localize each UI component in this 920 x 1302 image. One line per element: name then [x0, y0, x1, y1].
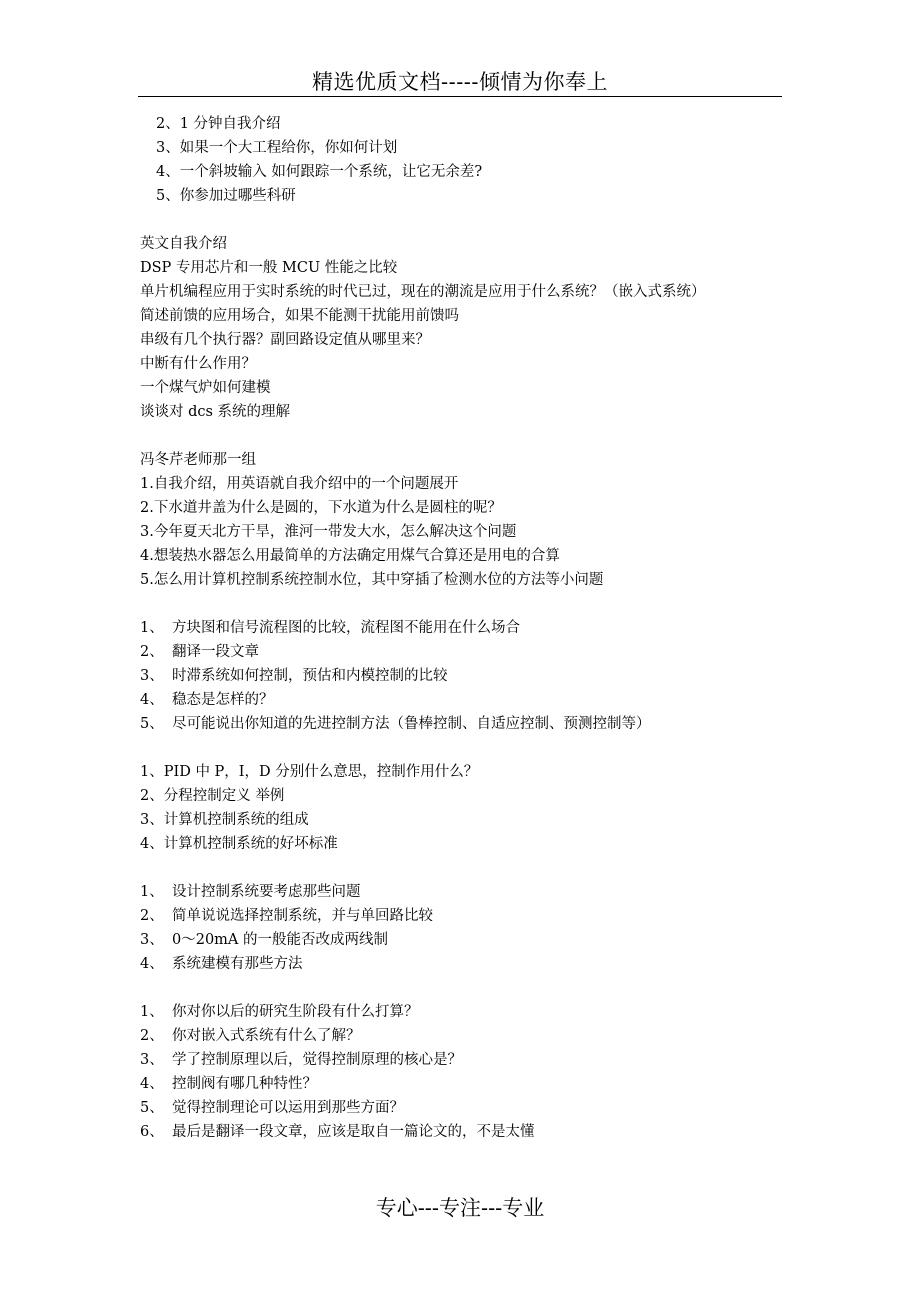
question-list-5	[140, 760, 790, 856]
question-line: 英文自我介绍	[140, 236, 227, 252]
question-line: 2.下水道井盖为什么是圆的，下水道为什么是圆柱的呢？	[140, 500, 502, 516]
item-text: 简单说说选择控制系统，并与单回路比较	[172, 908, 433, 924]
question-line: 4.想装热水器怎么用最简单的方法确定用煤气合算还是用电的合算	[140, 548, 560, 564]
item-text: 0～20mA 的一般能否改成两线制	[172, 932, 389, 948]
item-number: 1、	[140, 1004, 164, 1020]
question-line: 一个煤气炉如何建模	[140, 380, 271, 396]
question-line: 4、一个斜坡输入 如何跟踪一个系统，让它无余差?	[156, 164, 483, 180]
question-line: 谈谈对 dcs 系统的理解	[140, 404, 291, 420]
question-line: 3、计算机控制系统的组成	[140, 812, 309, 828]
item-text: 觉得控制理论可以运用到那些方面？	[172, 1100, 404, 1116]
question-line	[140, 880, 790, 904]
page-footer-text: 专心---专注---专业	[375, 1196, 545, 1220]
item-text: 系统建模有那些方法	[172, 956, 303, 972]
question-line: 单片机编程应用于实时系统的时代已过，现在的潮流是应用于什么系统？（嵌入式系统）	[140, 284, 706, 300]
question-list-6	[140, 880, 790, 976]
item-text: 学了控制原理以后，觉得控制原理的核心是？	[172, 1052, 462, 1068]
question-line: 4、计算机控制系统的好坏标准	[140, 836, 338, 852]
question-list-3	[140, 448, 790, 592]
question-line: 1.自我介绍，用英语就自我介绍中的一个问题展开	[140, 476, 459, 492]
question-line: 5、你参加过哪些科研	[156, 188, 296, 204]
question-line	[140, 1120, 790, 1144]
item-number: 6、	[140, 1124, 164, 1140]
question-line	[140, 1048, 790, 1072]
question-line	[140, 1072, 790, 1096]
item-number: 2、	[140, 908, 164, 924]
item-number: 4、	[140, 956, 164, 972]
group-heading: 冯冬芹老师那一组	[140, 452, 256, 468]
question-line	[140, 616, 790, 640]
question-line: 3、如果一个大工程给你，你如何计划	[156, 140, 398, 156]
question-list-4	[140, 616, 790, 736]
question-line: 1、PID 中 P，I，D 分别什么意思，控制作用什么？	[140, 764, 479, 780]
question-line: 中断有什么作用？	[140, 356, 256, 372]
question-line: 5.怎么用计算机控制系统控制水位，其中穿插了检测水位的方法等小问题	[140, 572, 604, 588]
item-text: 设计控制系统要考虑那些问题	[172, 884, 361, 900]
question-line	[140, 1096, 790, 1120]
item-number: 5、	[140, 1100, 164, 1116]
question-line: 串级有几个执行器？副回路设定值从哪里来？	[140, 332, 430, 348]
item-number: 5、	[140, 716, 164, 732]
item-number: 3、	[140, 1052, 164, 1068]
item-number: 4、	[140, 1076, 164, 1092]
question-line: 3.今年夏天北方干旱，淮河一带发大水，怎么解决这个问题	[140, 524, 517, 540]
header-divider	[138, 96, 782, 97]
item-number: 3、	[140, 668, 164, 684]
item-number: 1、	[140, 884, 164, 900]
item-number: 1、	[140, 620, 164, 636]
question-line	[140, 712, 790, 736]
question-line	[140, 688, 790, 712]
document-body	[140, 112, 790, 1168]
question-list-1	[140, 112, 790, 208]
item-text: 最后是翻译一段文章，应该是取自一篇论文的，不是太懂	[172, 1124, 535, 1140]
item-number: 3、	[140, 932, 164, 948]
page-header-title: 精选优质文档-----倾情为你奉上	[312, 70, 608, 94]
item-number: 4、	[140, 692, 164, 708]
item-text: 时滞系统如何控制，预估和内模控制的比较	[172, 668, 448, 684]
question-list-2	[140, 232, 790, 424]
question-line	[140, 928, 790, 952]
item-text: 方块图和信号流程图的比较，流程图不能用在什么场合	[172, 620, 520, 636]
question-line	[140, 1024, 790, 1048]
question-list-7	[140, 1000, 790, 1144]
question-line	[140, 904, 790, 928]
question-line: 2、分程控制定义 举例	[140, 788, 285, 804]
question-line: 简述前馈的应用场合，如果不能测干扰能用前馈吗	[140, 308, 459, 324]
item-text: 你对你以后的研究生阶段有什么打算？	[172, 1004, 419, 1020]
question-line	[140, 664, 790, 688]
item-text: 你对嵌入式系统有什么了解？	[172, 1028, 361, 1044]
item-text: 翻译一段文章	[172, 644, 259, 660]
question-line: 2、1 分钟自我介绍	[156, 116, 281, 132]
item-text: 尽可能说出你知道的先进控制方法（鲁棒控制、自适应控制、预测控制等）	[172, 716, 651, 732]
question-line	[140, 640, 790, 664]
item-text: 控制阀有哪几种特性？	[172, 1076, 317, 1092]
question-line	[140, 952, 790, 976]
item-number: 2、	[140, 644, 164, 660]
question-line	[140, 1000, 790, 1024]
item-number: 2、	[140, 1028, 164, 1044]
question-line: DSP 专用芯片和一般 MCU 性能之比较	[140, 260, 398, 276]
item-text: 稳态是怎样的？	[172, 692, 274, 708]
